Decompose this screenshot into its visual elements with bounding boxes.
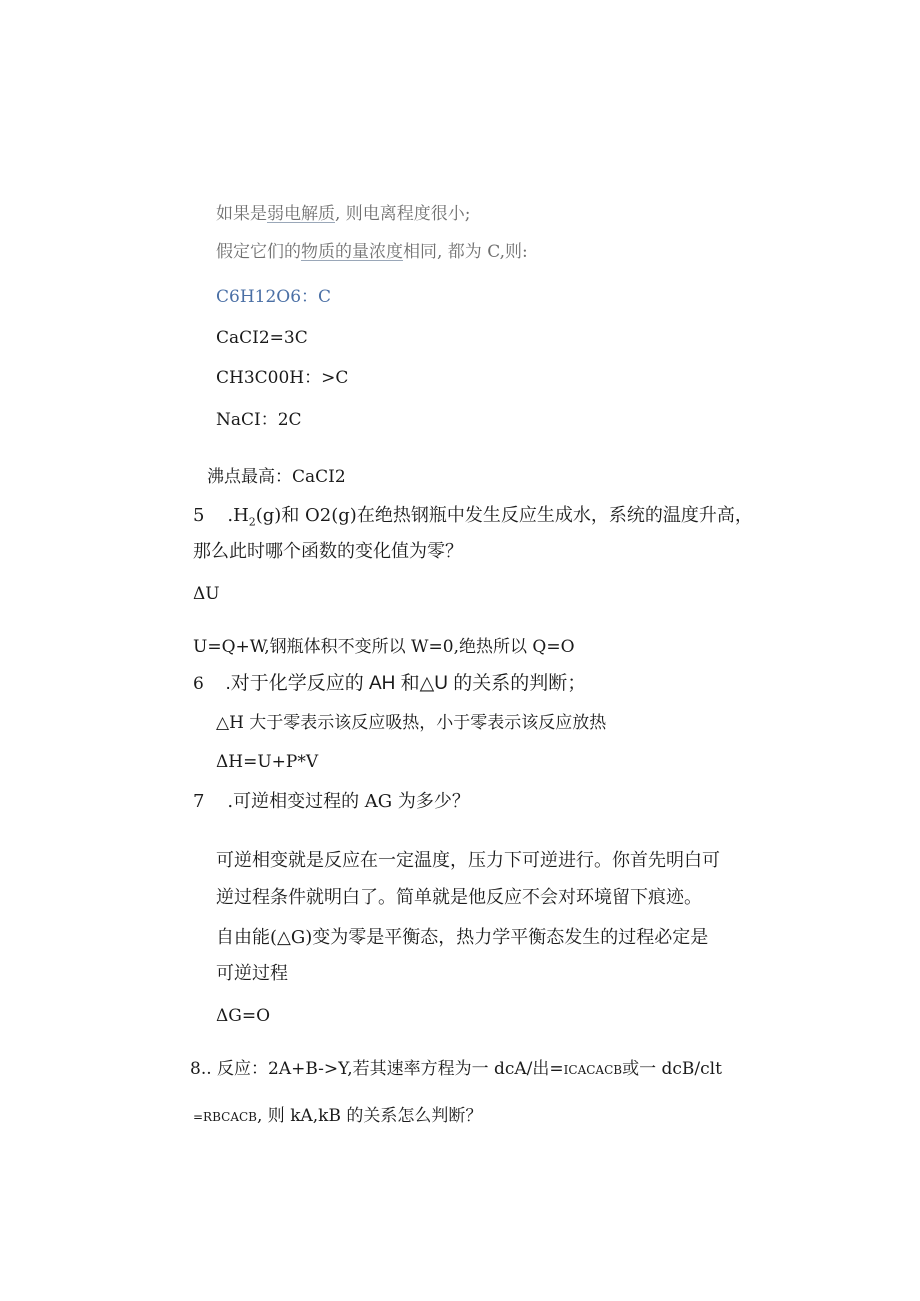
question-8-line-2: [193, 1105, 482, 1128]
concentration-nacl: [216, 409, 302, 431]
question-6-line-1: △H 大于零表示该反应吸热，小于零表示该反应放热: [216, 713, 607, 733]
question-5-line-1: [193, 505, 753, 534]
text-segment: 如果是: [216, 204, 267, 224]
weak-electrolyte-line-1: [216, 203, 471, 225]
question-7-para-2-line-2: 可逆过程: [216, 963, 288, 984]
text-segment: .可逆相变过程的 AG 为多少？: [227, 791, 470, 812]
text-segment: (g)和 O2(g)在绝热钢瓶中发生反应生成水，系统的温度升高，: [255, 505, 753, 526]
question-number: 6: [193, 674, 204, 694]
text-segment: 相同, 都为 C,则:: [403, 242, 528, 262]
text-segment: 或一 dcB/clt: [622, 1059, 722, 1079]
question-number: 8..: [190, 1059, 212, 1079]
rate-constant-a: ICACACB: [563, 1063, 623, 1077]
subscript: 2: [248, 515, 256, 529]
question-5-explanation: U=Q+W,钢瓶体积不变所以 W=0,绝热所以 Q=O: [193, 637, 575, 657]
concentration-cacl2: [216, 327, 308, 349]
text-segment: .对于化学反应的 AH 和△U 的关系的判断；: [225, 673, 587, 694]
boiling-point-conclusion: 沸点最高：CaCI2: [207, 467, 346, 487]
text-segment: NaCI：2C: [216, 410, 302, 430]
question-8-line-1: [190, 1058, 722, 1081]
question-number: 7: [193, 791, 205, 812]
text-segment: C6H12O6：C: [216, 287, 332, 307]
text-segment: 反应：2A+B->Y,若其速率方程为一 dcA/出=: [217, 1059, 564, 1079]
text-segment: .H: [227, 505, 249, 526]
text-segment: , 则 kA,kB 的关系怎么判断？: [256, 1106, 483, 1126]
question-5-answer: ΔU: [193, 584, 220, 604]
concentration-acetic-acid: [216, 367, 348, 389]
question-6-line-2: ΔH=U+P*V: [216, 752, 319, 772]
concentration-link[interactable]: 物质的量浓度: [301, 242, 403, 262]
text-segment: CaCI2=3C: [216, 328, 308, 348]
concentration-glucose: [216, 286, 331, 308]
weak-electrolyte-link[interactable]: 弱电解质: [267, 204, 335, 224]
question-7-para-1-line-1: 可逆相变就是反应在一定温度，压力下可逆进行。你首先明白可: [216, 850, 720, 871]
text-segment: CH3C00H：>C: [216, 368, 349, 388]
question-5-line-2: 那么此时哪个函数的变化值为零？: [193, 541, 463, 562]
question-number: 5: [193, 505, 205, 526]
text-segment: , 则电离程度很小;: [335, 204, 471, 224]
question-7-para-2-line-1: 自由能(△G)变为零是平衡态，热力学平衡态发生的过程必定是: [216, 927, 709, 948]
question-7-title: [193, 791, 470, 813]
text-segment: 假定它们的: [216, 242, 301, 262]
question-7-answer: ΔG=O: [216, 1006, 271, 1026]
question-7-para-1-line-2: 逆过程条件就明白了。简单就是他反应不会对环境留下痕迹。: [216, 887, 702, 908]
weak-electrolyte-line-2: [216, 241, 528, 263]
rate-constant-b: =RBCACB: [193, 1110, 257, 1124]
question-6-title: [193, 673, 586, 695]
